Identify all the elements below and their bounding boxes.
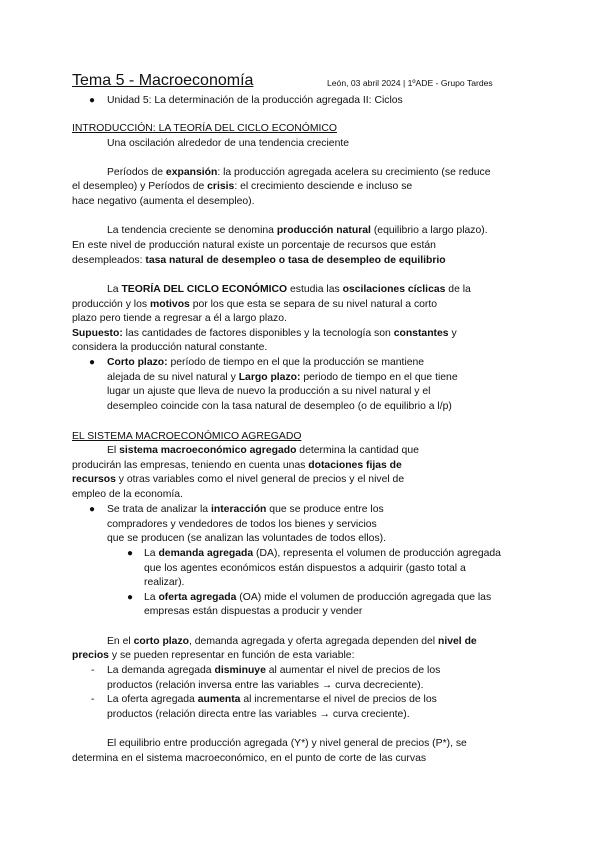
paragraph-line: recursos y otras variables como el nivel general de precios y el nivel de (72, 474, 405, 485)
paragraph-line: producirán las empresas, teniendo en cuenta unas dotaciones fijas de (72, 460, 402, 471)
bullet-line: Corto plazo: período de tiempo en el que la producción se mantiene (107, 357, 425, 368)
sub-bullet-line: que los agentes económicos están dispuestos a adquirir (gasto total a (144, 563, 466, 574)
bullet-line: Se trata de analizar la interacción que se produce entre los (107, 504, 384, 515)
unit-line: Unidad 5: La determinación de la producción agregada II: Ciclos (107, 95, 403, 106)
dash-line: La oferta agregada aumenta al incrementarse el nivel de precios de los (107, 694, 437, 705)
bullet-marker: ● (89, 504, 96, 515)
paragraph-line: En el corto plazo, demanda agregada y oferta agregada dependen del nivel de (107, 636, 477, 647)
paragraph-line: La tendencia creciente se denomina producción natural (equilibrio a largo plazo). (107, 225, 488, 236)
sub-bullet-line: La demanda agregada (DA), representa el volumen de producción agregada (144, 548, 501, 559)
dash-marker: - (91, 665, 95, 676)
paragraph-line: En este nivel de producción natural existe un porcentaje de recursos que están (72, 240, 436, 251)
dash-line: La demanda agregada disminuye al aumentar el nivel de precios de los (107, 665, 441, 676)
paragraph-line: desempleados: tasa natural de desempleo o tasa de desempleo de equilibrio (72, 255, 446, 266)
paragraph-line: El equilibrio entre producción agregada (Y*) y nivel general de precios (P*), se (107, 738, 467, 749)
bullet-line: lugar un ajuste que lleva de nuevo la producción a su nivel natural y el (107, 386, 431, 397)
paragraph-line: El sistema macroeconómico agregado determina la cantidad que (107, 445, 419, 456)
paragraph-line: hace negativo (aumenta el desempleo). (72, 196, 255, 207)
paragraph-line: considera la producción natural constante. (72, 342, 268, 353)
paragraph-line: producción y los motivos por los que esta se separa de su nivel natural a corto (72, 299, 438, 310)
bullet-marker: ● (89, 357, 96, 368)
dash-line: productos (relación inversa entre las variables → curva decreciente). (107, 680, 424, 691)
section-heading-sistema: EL SISTEMA MACROECONÓMICO AGREGADO (72, 431, 302, 442)
sub-bullet-line: empresas están dispuestas a producir y vender (144, 606, 363, 617)
dash-marker: - (91, 694, 95, 705)
sub-bullet-line: realizar). (144, 577, 185, 588)
header-meta: León, 03 abril 2024 | 1ºADE - Grupo Tardes (327, 78, 493, 88)
paragraph-line: precios y se pueden representar en función de esta variable: (72, 650, 355, 661)
sub-bullet-line: La oferta agregada (OA) mide el volumen de producción agregada que las (144, 592, 492, 603)
paragraph-line: Supuesto: las cantidades de factores disponibles y la tecnología son constantes y (72, 328, 457, 339)
bullet-line: compradores y vendedores de todos los bienes y servicios (107, 519, 377, 530)
bullet-marker: ● (89, 95, 96, 106)
paragraph-line: empleo de la economía. (72, 489, 183, 500)
paragraph-line: La TEORÍA DEL CICLO ECONÓMICO estudia las oscilaciones cíclicas de la (107, 284, 471, 295)
bullet-line: desempleo coincide con la tasa natural de desempleo (o de equilibrio a l/p) (107, 401, 452, 412)
bullet-line: que se producen (se analizan las voluntades de todos ellos). (107, 533, 386, 544)
paragraph-line: plazo pero tiende a regresar a él a largo plazo. (72, 313, 287, 324)
intro-subtitle: Una oscilación alrededor de una tendencia creciente (107, 138, 350, 149)
page-title: Tema 5 - Macroeconomía (72, 72, 254, 89)
section-heading-intro: INTRODUCCIÓN: LA TEORÍA DEL CICLO ECONÓMICO (72, 123, 338, 134)
bullet-marker: ● (127, 592, 134, 603)
dash-line: productos (relación directa entre las variables → curva creciente). (107, 709, 410, 720)
paragraph-line: Períodos de expansión: la producción agregada acelera su crecimiento (se reduce (107, 167, 491, 178)
bullet-marker: ● (127, 548, 134, 559)
bullet-line: alejada de su nivel natural y Largo plazo: periodo de tiempo en el que tiene (107, 372, 458, 383)
paragraph-line: el desempleo) y Períodos de crisis: el crecimiento desciende e incluso se (72, 181, 413, 192)
paragraph-line: determina en el sistema macroeconómico, en el punto de corte de las curvas (72, 753, 427, 764)
